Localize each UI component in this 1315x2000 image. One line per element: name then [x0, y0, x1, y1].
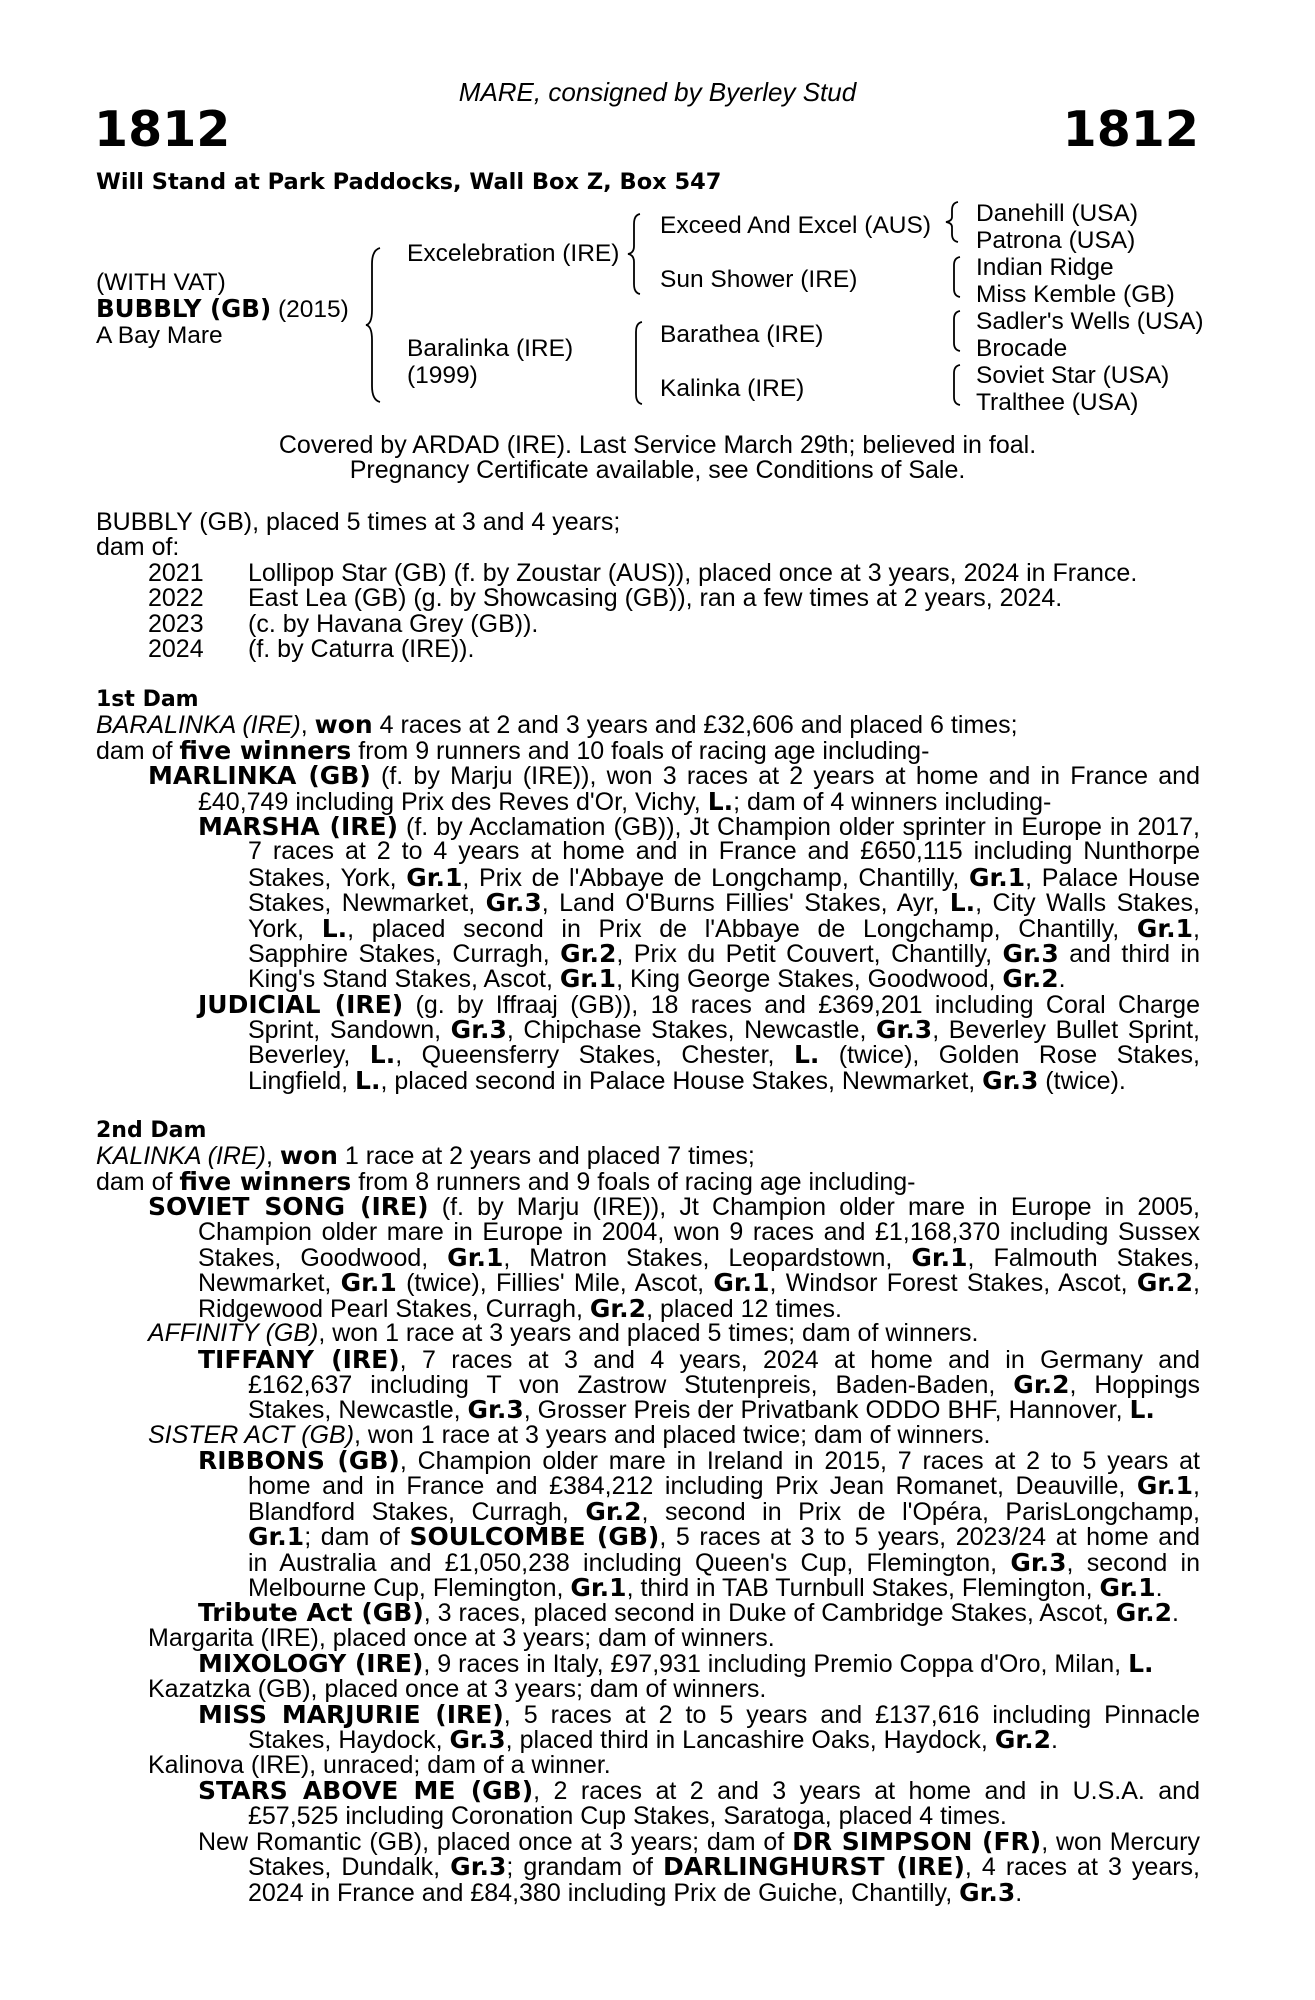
judicial-name: JUDICIAL (IRE) [198, 989, 404, 1019]
grandsire-brace-2 [950, 255, 962, 299]
gen3-2: Patrona (USA) [976, 227, 1136, 254]
tribute-act-line [96, 1598, 1200, 1628]
text-run: , 5 races at 2 to 5 years and £137,616 including Pinnacle [503, 1700, 1200, 1729]
marsha-line-1 [96, 811, 1200, 841]
text-run: ; grandam of [506, 1853, 664, 1882]
text-run: Melbourne Cup, Flemington, [248, 1574, 571, 1603]
stars-line-1 [96, 1776, 1200, 1806]
produce-item [96, 558, 1200, 587]
bold-text: Gr.2 [1136, 1268, 1194, 1298]
text-run: 4 races at 2 and 3 years and £32,606 and placed 6 times; [372, 711, 1018, 740]
gen3-7: Soviet Star (USA) [976, 362, 1170, 389]
bold-text: Gr.1 [340, 1268, 397, 1298]
dam-sire: Barathea (IRE) [660, 321, 824, 348]
text-run: ; dam of 4 winners including- [733, 787, 1052, 816]
text-run: , Falmouth Stakes, [967, 1243, 1200, 1272]
kalinova-line: Kalinova (IRE), unraced; dam of a winner. [148, 1750, 611, 1779]
text-run: , Windsor Forest Stakes, Ascot, [769, 1269, 1137, 1298]
bold-text: SOULCOMBE (GB) [409, 1522, 660, 1552]
ribbons-line-3 [96, 1496, 1200, 1526]
text-run: (twice), Golden Rose Stakes, [819, 1041, 1200, 1070]
bold-text: Gr.1 [447, 1242, 504, 1272]
bold-text: L. [1129, 1395, 1155, 1425]
judicial-line-2 [96, 1015, 1201, 1045]
soviet-line-2 [96, 1217, 1200, 1246]
mixology-line [96, 1649, 1200, 1679]
bold-text: Gr.1 [559, 964, 617, 994]
text-run: York, [248, 914, 322, 943]
mixology-name: MIXOLOGY (IRE) [198, 1649, 424, 1679]
dam-brace [632, 320, 644, 406]
text-run: Stakes, Goodwood, [198, 1243, 448, 1272]
text-run: , Land O'Burns Fillies' Stakes, Ayr, [541, 889, 950, 918]
sister-act-name: SISTER ACT (GB) [148, 1420, 355, 1449]
gen3-1: Danehill (USA) [976, 200, 1139, 227]
dam-dam: Kalinka (IRE) [660, 375, 805, 402]
bold-text: Gr.1 [570, 1573, 627, 1603]
sire-dam: Sun Shower (IRE) [660, 266, 858, 293]
marsha-line-4 [96, 888, 1200, 918]
bold-text: Gr.3 [485, 888, 542, 918]
second-dam-summary [96, 1166, 1200, 1196]
ribbons-line-5 [96, 1547, 1200, 1577]
bold-text: L. [1128, 1649, 1154, 1679]
text-run: (f. by Acclamation (GB)), Jt Champion older sprinter in Europe in 2017, [398, 812, 1200, 841]
first-dam-heading: 1st Dam [96, 687, 199, 712]
first-dam-line [96, 710, 1200, 740]
text-run: home and in France and £384,212 including Prix Jean Romanet, Deauville, [248, 1472, 1137, 1501]
won-label: won [314, 710, 373, 740]
text-run: (g. by Iffraaj (GB)), 18 races and £369,201 including Coral Charge [403, 990, 1200, 1019]
text-run: dam of [96, 736, 180, 765]
produce-text: Lollipop Star (GB) (f. by Zoustar (AUS)), placed once at 3 years, 2024 in France. [248, 558, 1138, 587]
produce-text: (f. by Caturra (IRE)). [248, 634, 475, 663]
bold-text: Gr.1 [248, 1522, 305, 1552]
bold-text: five winners [179, 1166, 352, 1196]
text-run: . [1171, 1599, 1179, 1628]
stars-above-me-name: STARS ABOVE ME (GB) [198, 1776, 534, 1806]
text-run: , 2 races at 2 and 3 years at home and in U.S.A. and [533, 1777, 1200, 1806]
bold-text: L. [949, 888, 976, 918]
text-run: 1 race at 2 years and placed 7 times; [337, 1142, 755, 1171]
marsha-line-2 [96, 839, 1200, 864]
new-romantic-line-2 [96, 1852, 1200, 1882]
pedigree-brace-main [366, 246, 386, 404]
bold-text: Gr.3 [449, 1725, 506, 1755]
text-run: , Hoppings [1069, 1370, 1200, 1399]
bold-text: Gr.3 [450, 1852, 507, 1882]
bold-text: Gr.3 [959, 1877, 1016, 1907]
gen3-4: Miss Kemble (GB) [976, 281, 1175, 308]
text-run: Stakes, York, [248, 863, 407, 892]
bold-text: Gr.3 [982, 1065, 1039, 1095]
text-run: (f. by Marju (IRE)), Jt Champion older mare in Europe in 2005, [428, 1193, 1200, 1222]
bold-text: DARLINGHURST (IRE) [663, 1852, 965, 1882]
bold-text: L. [369, 1040, 396, 1070]
gen3-8: Tralthee (USA) [976, 389, 1139, 416]
text-run: , 3 races, placed second in Duke of Cambridge Stakes, Ascot, [423, 1599, 1116, 1628]
bold-text: Gr.2 [585, 1496, 642, 1526]
text-run: dam of [96, 1167, 180, 1196]
ribbons-line-1 [96, 1446, 1201, 1476]
soviet-line-5 [96, 1293, 1200, 1323]
horse-name: BUBBLY (GB) [96, 294, 272, 323]
text-run: , 7 races at 3 and 4 years, 2024 at home and in Germany and [399, 1345, 1200, 1374]
text-run: . [1015, 1878, 1023, 1907]
text-run: Stakes, Newmarket, [248, 889, 486, 918]
text-run: , King George Stakes, Goodwood, [616, 965, 1003, 994]
text-run: £40,749 including Prix des Reves d'Or, Vichy, [198, 787, 708, 816]
text-run: £162,637 including T von Zastrow Stutenpreis, Baden-Baden, [248, 1370, 1014, 1399]
bold-text: Gr.1 [1136, 1471, 1194, 1501]
text-run: , placed third in Lancashire Oaks, Haydock, [505, 1726, 995, 1755]
bold-text: Gr.2 [1115, 1598, 1172, 1628]
second-dam-section [96, 1118, 1200, 1905]
bold-text: L. [707, 786, 734, 816]
text-run: from 9 runners and 10 foals of racing age including- [351, 736, 930, 765]
text-run: 7 races at 2 to 4 years at home and in France and £650,115 including Nunthorpe [248, 837, 1200, 866]
tiffany-line-3 [96, 1395, 1200, 1425]
tiffany-line-1 [96, 1344, 1200, 1374]
text-run: , second in Prix de l'Opéra, ParisLongchamp, [641, 1497, 1200, 1526]
text-run: , Prix de l'Abbaye de Longchamp, Chantilly, [462, 863, 969, 892]
text-run: Newmarket, [198, 1269, 341, 1298]
text-run: , [265, 1142, 280, 1171]
text-run: £57,525 including Coronation Cup Stakes, Saratoga, placed 4 times. [248, 1801, 1007, 1830]
produce-text: (c. by Havana Grey (GB)). [248, 609, 539, 638]
marjurie-line-1 [96, 1699, 1200, 1729]
text-run: , Prix du Petit Couvert, Chantilly, [616, 939, 1003, 968]
first-dam-name: BARALINKA (IRE) [96, 711, 301, 740]
vat-label: (WITH VAT) [96, 269, 226, 296]
text-run: Sprint, Sandown, [248, 1016, 451, 1045]
text-run: in Australia and £1,050,238 including Queen's Cup, Flemington, [248, 1548, 1011, 1577]
bold-text: Gr.2 [589, 1293, 647, 1323]
text-run: , Palace House [1025, 863, 1201, 892]
bold-text: L. [793, 1040, 820, 1070]
tribute-act-name: Tribute Act (GB) [198, 1598, 424, 1628]
sister-act-line [96, 1420, 1200, 1449]
text-run: from 8 runners and 9 foals of racing age including- [351, 1167, 916, 1196]
bold-text: Gr.3 [876, 1015, 933, 1045]
bold-text: Gr.1 [968, 862, 1026, 892]
text-run: , second in [1066, 1548, 1200, 1577]
consignor-line: MARE, consigned by Byerley Stud [458, 77, 857, 107]
first-dam-section [96, 687, 1200, 1093]
bold-text: Gr.1 [713, 1268, 770, 1298]
second-dam-heading: 2nd Dam [96, 1118, 207, 1143]
text-run: , placed second in Palace House Stakes, Newmarket, [380, 1066, 983, 1095]
gen3-3: Indian Ridge [976, 254, 1114, 281]
bold-text: Gr.1 [1136, 913, 1194, 943]
bold-text: Gr.2 [560, 938, 617, 968]
bold-text: L. [321, 913, 348, 943]
text-run: . [1155, 1574, 1163, 1603]
text-run: Stakes, Haydock, [248, 1726, 450, 1755]
bold-text: Gr.3 [450, 1015, 507, 1045]
text-run: , Grosser Preis der Privatbank ODDO BHF, Hannover, [523, 1396, 1130, 1425]
grandsire-brace-4 [950, 363, 962, 407]
text-run: New Romantic (GB), placed once at 3 years; dam of [198, 1827, 793, 1856]
text-run: , [1193, 1472, 1200, 1501]
affinity-line [96, 1321, 1200, 1346]
marsha-name: MARSHA (IRE) [198, 811, 398, 841]
marsha-line-7 [96, 964, 1200, 994]
ribbons-name: RIBBONS (GB) [198, 1446, 400, 1476]
dam-name: Baralinka (IRE) [407, 335, 574, 362]
bold-text: DR SIMPSON (FR) [792, 1826, 1042, 1856]
marlinka-name: MARLINKA (GB) [148, 761, 371, 791]
marsha-line-6 [96, 938, 1200, 968]
new-romantic-line-1 [96, 1826, 1201, 1856]
soviet-line-4 [96, 1268, 1200, 1298]
soviet-song-name: SOVIET SONG (IRE) [148, 1192, 429, 1222]
text-run: , placed 12 times. [646, 1294, 842, 1323]
bold-text: Gr.1 [406, 862, 463, 892]
marlinka-line-2 [96, 786, 1200, 816]
text-run: . [1058, 965, 1066, 994]
text-run: , City Walls Stakes, [975, 889, 1200, 918]
gen3-6: Brocade [976, 335, 1068, 362]
text-run: (f. by Marju (IRE)), won 3 races at 2 years at home and in France and [370, 762, 1200, 791]
text-run: , [1193, 914, 1200, 943]
stars-line-2 [96, 1801, 1200, 1830]
sire-name: Excelebration (IRE) [407, 240, 620, 267]
soviet-line-3 [96, 1242, 1200, 1272]
text-run: 2024 in France and £84,380 including Prix de Guiche, Chantilly, [248, 1878, 960, 1907]
dam-of-label: dam of: [96, 533, 180, 562]
bold-text: Gr.3 [467, 1395, 524, 1425]
marlinka-line-1 [96, 761, 1200, 791]
text-run: Sapphire Stakes, Curragh, [248, 939, 561, 968]
marsha-line-3 [96, 862, 1201, 892]
text-run: , won 1 race at 3 years and placed 5 times; dam of winners. [318, 1319, 979, 1348]
horse-name-line [96, 296, 349, 322]
produce-item [96, 634, 1200, 663]
grandsire-brace-3 [950, 309, 962, 353]
text-run: , 4 races at 3 years, [964, 1853, 1200, 1882]
first-dam-summary [96, 735, 1200, 765]
text-run: , Champion older mare in Ireland in 2015, 7 races at 2 to 5 years at [399, 1447, 1201, 1476]
soviet-line-1 [96, 1192, 1200, 1222]
text-run: Beverley, [248, 1041, 370, 1070]
text-run: Ridgewood Pearl Stakes, Curragh, [198, 1294, 590, 1323]
produce-item [96, 586, 1200, 611]
miss-marjurie-name: MISS MARJURIE (IRE) [198, 1699, 504, 1729]
gen3-5: Sadler's Wells (USA) [976, 308, 1204, 335]
text-run: , Matron Stakes, Leopardstown, [503, 1243, 912, 1272]
stand-location: Will Stand at Park Paddocks, Wall Box Z, Box 547 [96, 169, 722, 195]
produce-year: 2024 [148, 634, 204, 663]
covered-note: Covered by ARDAD (IRE). Last Service March 29th; believed in foal. [278, 431, 1037, 459]
second-dam-line [96, 1141, 1200, 1171]
bold-text: five winners [179, 735, 352, 765]
text-run: , [300, 711, 315, 740]
sire-sire: Exceed And Excel (AUS) [660, 212, 931, 239]
bold-text: Gr.3 [1010, 1547, 1067, 1577]
produce-intro: BUBBLY (GB), placed 5 times at 3 and 4 years; [96, 508, 621, 536]
bold-text: Gr.2 [994, 1725, 1051, 1755]
bold-text: L. [355, 1065, 381, 1095]
text-run: Champion older mare in Europe in 2004, won 9 races and £1,168,370 including Sussex [198, 1217, 1200, 1246]
tiffany-line-2 [96, 1369, 1200, 1399]
pregnancy-note: Pregnancy Certificate available, see Conditions of Sale. [349, 456, 966, 484]
tiffany-name: TIFFANY (IRE) [198, 1344, 400, 1374]
bold-text: Gr.2 [1013, 1369, 1070, 1399]
affinity-name: AFFINITY (GB) [148, 1319, 319, 1348]
text-run: , placed second in Prix de l'Abbaye de Longchamp, Chantilly, [347, 914, 1137, 943]
produce-item [96, 609, 1200, 638]
bold-text: Gr.2 [1002, 964, 1059, 994]
text-run: , third in TAB Turnbull Stakes, Flemington, [626, 1574, 1100, 1603]
text-run: Blandford Stakes, Curragh, [248, 1497, 586, 1526]
horse-description: A Bay Mare [96, 322, 223, 349]
produce-year: 2022 [148, 584, 204, 613]
margarita-line: Margarita (IRE), placed once at 3 years; dam of winners. [148, 1623, 775, 1652]
bold-text: Gr.1 [911, 1242, 968, 1272]
judicial-line-3 [96, 1040, 1200, 1070]
marjurie-line-2 [96, 1725, 1200, 1755]
text-run: and third in [1058, 939, 1200, 968]
marsha-line-5 [96, 913, 1200, 943]
text-run: Lingfield, [248, 1066, 356, 1095]
new-romantic-line-3 [96, 1877, 1200, 1907]
produce-record [96, 510, 1200, 662]
horse-year: (2015) [271, 296, 349, 323]
dam-year: (1999) [407, 362, 478, 389]
text-run: (twice), Fillies' Mile, Ascot, [396, 1269, 714, 1298]
bold-text: won [279, 1141, 338, 1171]
text-run: (twice). [1038, 1066, 1126, 1095]
produce-text: East Lea (GB) (g. by Showcasing (GB)), ran a few times at 2 years, 2024. [248, 584, 1063, 613]
text-run: , 9 races in Italy, £97,931 including Premio Coppa d'Oro, Milan, [423, 1650, 1129, 1679]
text-run: , 5 races at 3 to 5 years, 2023/24 at home and [659, 1523, 1200, 1552]
text-run: , Chipchase Stakes, Newcastle, [506, 1016, 876, 1045]
judicial-line-1 [96, 989, 1200, 1019]
ribbons-line-2 [96, 1471, 1200, 1501]
text-run: ; dam of [304, 1523, 410, 1552]
lot-number-right: 1812 [1062, 101, 1199, 158]
text-run: , won 1 race at 3 years and placed twice; dam of winners. [354, 1420, 991, 1449]
produce-year: 2021 [148, 558, 204, 587]
lot-number-left: 1812 [94, 101, 231, 158]
grandsire-brace-1 [946, 200, 962, 244]
text-run: , Beverley Bullet Sprint, [932, 1016, 1201, 1045]
ribbons-line-4 [96, 1522, 1200, 1552]
bold-text: Gr.3 [1002, 938, 1059, 968]
text-run: Stakes, Newcastle, [248, 1396, 468, 1425]
sire-brace [628, 212, 644, 296]
text-run: . [1051, 1726, 1058, 1755]
bold-text: Gr.1 [1099, 1573, 1156, 1603]
text-run: , [1193, 1269, 1200, 1298]
text-run: , won Mercury [1041, 1827, 1201, 1856]
produce-year: 2023 [148, 609, 204, 638]
judicial-line-4 [96, 1065, 1200, 1095]
kazatzka-line: Kazatzka (GB), placed once at 3 years; dam of winners. [148, 1674, 767, 1703]
text-run: King's Stand Stakes, Ascot, [248, 965, 560, 994]
text-run: Stakes, Dundalk, [248, 1853, 451, 1882]
second-dam-name: KALINKA (IRE) [96, 1142, 266, 1171]
text-run: , Queensferry Stakes, Chester, [395, 1041, 794, 1070]
ribbons-line-6 [96, 1573, 1200, 1603]
